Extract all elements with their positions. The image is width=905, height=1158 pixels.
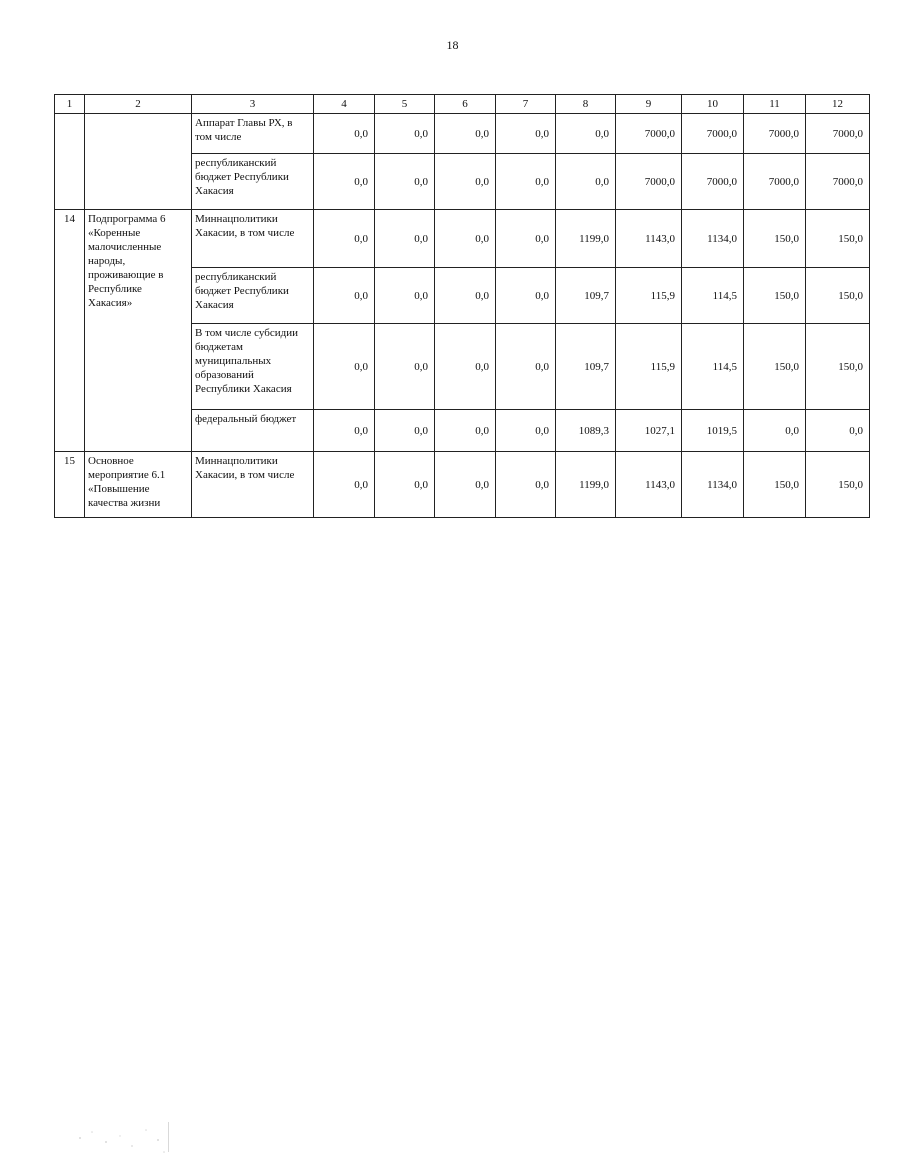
value-cell: 109,7	[556, 324, 616, 410]
value-cell: 0,0	[435, 210, 496, 268]
value-cell: 7000,0	[744, 114, 806, 154]
value-cell: 0,0	[375, 268, 435, 324]
value-cell: 1199,0	[556, 452, 616, 518]
value-cell: 114,5	[682, 324, 744, 410]
value-cell: 0,0	[435, 452, 496, 518]
value-cell: 0,0	[556, 114, 616, 154]
value-cell: 0,0	[375, 210, 435, 268]
value-cell: 0,0	[375, 324, 435, 410]
value-cell: 0,0	[375, 410, 435, 452]
scan-smudge-icon	[72, 1118, 172, 1158]
value-cell: 0,0	[314, 452, 375, 518]
value-cell: 1134,0	[682, 210, 744, 268]
value-cell: 0,0	[314, 324, 375, 410]
value-cell: 7000,0	[616, 154, 682, 210]
value-cell: 0,0	[496, 268, 556, 324]
column-header: 12	[806, 95, 870, 114]
value-cell: 0,0	[556, 154, 616, 210]
page-bottom-margin	[0, 532, 905, 640]
value-cell: 115,9	[616, 324, 682, 410]
column-header: 2	[85, 95, 192, 114]
value-cell: 0,0	[435, 268, 496, 324]
column-header: 8	[556, 95, 616, 114]
value-cell: 0,0	[496, 410, 556, 452]
value-cell: 0,0	[496, 154, 556, 210]
executor-cell: Аппарат Главы РХ, в том числе	[192, 114, 314, 154]
value-cell: 109,7	[556, 268, 616, 324]
budget-table	[54, 94, 870, 518]
value-cell: 0,0	[435, 410, 496, 452]
value-cell: 0,0	[375, 452, 435, 518]
column-header: 7	[496, 95, 556, 114]
header-row	[55, 95, 870, 114]
column-header: 4	[314, 95, 375, 114]
value-cell: 0,0	[314, 268, 375, 324]
table-row	[55, 452, 870, 518]
value-cell: 1027,1	[616, 410, 682, 452]
column-header: 5	[375, 95, 435, 114]
column-header: 10	[682, 95, 744, 114]
executor-cell: В том числе субсидии бюджетам муниципальных образований Республики Хакасия	[192, 324, 314, 410]
value-cell: 1019,5	[682, 410, 744, 452]
value-cell: 150,0	[744, 324, 806, 410]
value-cell: 0,0	[496, 114, 556, 154]
value-cell: 0,0	[375, 114, 435, 154]
value-cell: 0,0	[375, 154, 435, 210]
row-number-cell: 15	[55, 452, 85, 518]
executor-cell: Миннацполитики Хакасии, в том числе	[192, 452, 314, 518]
value-cell: 150,0	[744, 268, 806, 324]
value-cell: 0,0	[314, 410, 375, 452]
value-cell: 7000,0	[682, 154, 744, 210]
value-cell: 115,9	[616, 268, 682, 324]
value-cell: 114,5	[682, 268, 744, 324]
value-cell: 1199,0	[556, 210, 616, 268]
column-header: 1	[55, 95, 85, 114]
value-cell: 150,0	[806, 324, 870, 410]
value-cell: 0,0	[435, 114, 496, 154]
column-header: 6	[435, 95, 496, 114]
value-cell: 7000,0	[616, 114, 682, 154]
value-cell: 7000,0	[682, 114, 744, 154]
table-row	[55, 114, 870, 154]
value-cell: 1143,0	[616, 452, 682, 518]
executor-cell: республиканский бюджет Республики Хакасия	[192, 154, 314, 210]
value-cell: 7000,0	[744, 154, 806, 210]
program-cell	[85, 114, 192, 210]
value-cell: 0,0	[744, 410, 806, 452]
value-cell: 1143,0	[616, 210, 682, 268]
executor-cell: федеральный бюджет	[192, 410, 314, 452]
program-cell: Подпрограмма 6 «Коренные малочисленные народы, проживающие в Республике Хакасия»	[85, 210, 192, 452]
value-cell: 0,0	[806, 410, 870, 452]
row-number-cell: 14	[55, 210, 85, 452]
value-cell: 0,0	[314, 154, 375, 210]
program-cell: Основное мероприятие 6.1 «Повышение качества жизни	[85, 452, 192, 518]
value-cell: 0,0	[496, 452, 556, 518]
value-cell: 0,0	[435, 324, 496, 410]
value-cell: 150,0	[806, 268, 870, 324]
value-cell: 7000,0	[806, 154, 870, 210]
value-cell: 150,0	[744, 210, 806, 268]
executor-cell: Миннацполитики Хакасии, в том числе	[192, 210, 314, 268]
value-cell: 0,0	[314, 114, 375, 154]
value-cell: 7000,0	[806, 114, 870, 154]
row-number-cell	[55, 114, 85, 210]
page-number: 18	[446, 38, 459, 52]
column-header: 3	[192, 95, 314, 114]
table-row	[55, 210, 870, 268]
value-cell: 150,0	[806, 452, 870, 518]
column-header: 9	[616, 95, 682, 114]
value-cell: 0,0	[314, 210, 375, 268]
value-cell: 1134,0	[682, 452, 744, 518]
value-cell: 150,0	[744, 452, 806, 518]
value-cell: 0,0	[496, 210, 556, 268]
executor-cell: республиканский бюджет Республики Хакасия	[192, 268, 314, 324]
value-cell: 1089,3	[556, 410, 616, 452]
value-cell: 150,0	[806, 210, 870, 268]
value-cell: 0,0	[496, 324, 556, 410]
column-header: 11	[744, 95, 806, 114]
value-cell: 0,0	[435, 154, 496, 210]
